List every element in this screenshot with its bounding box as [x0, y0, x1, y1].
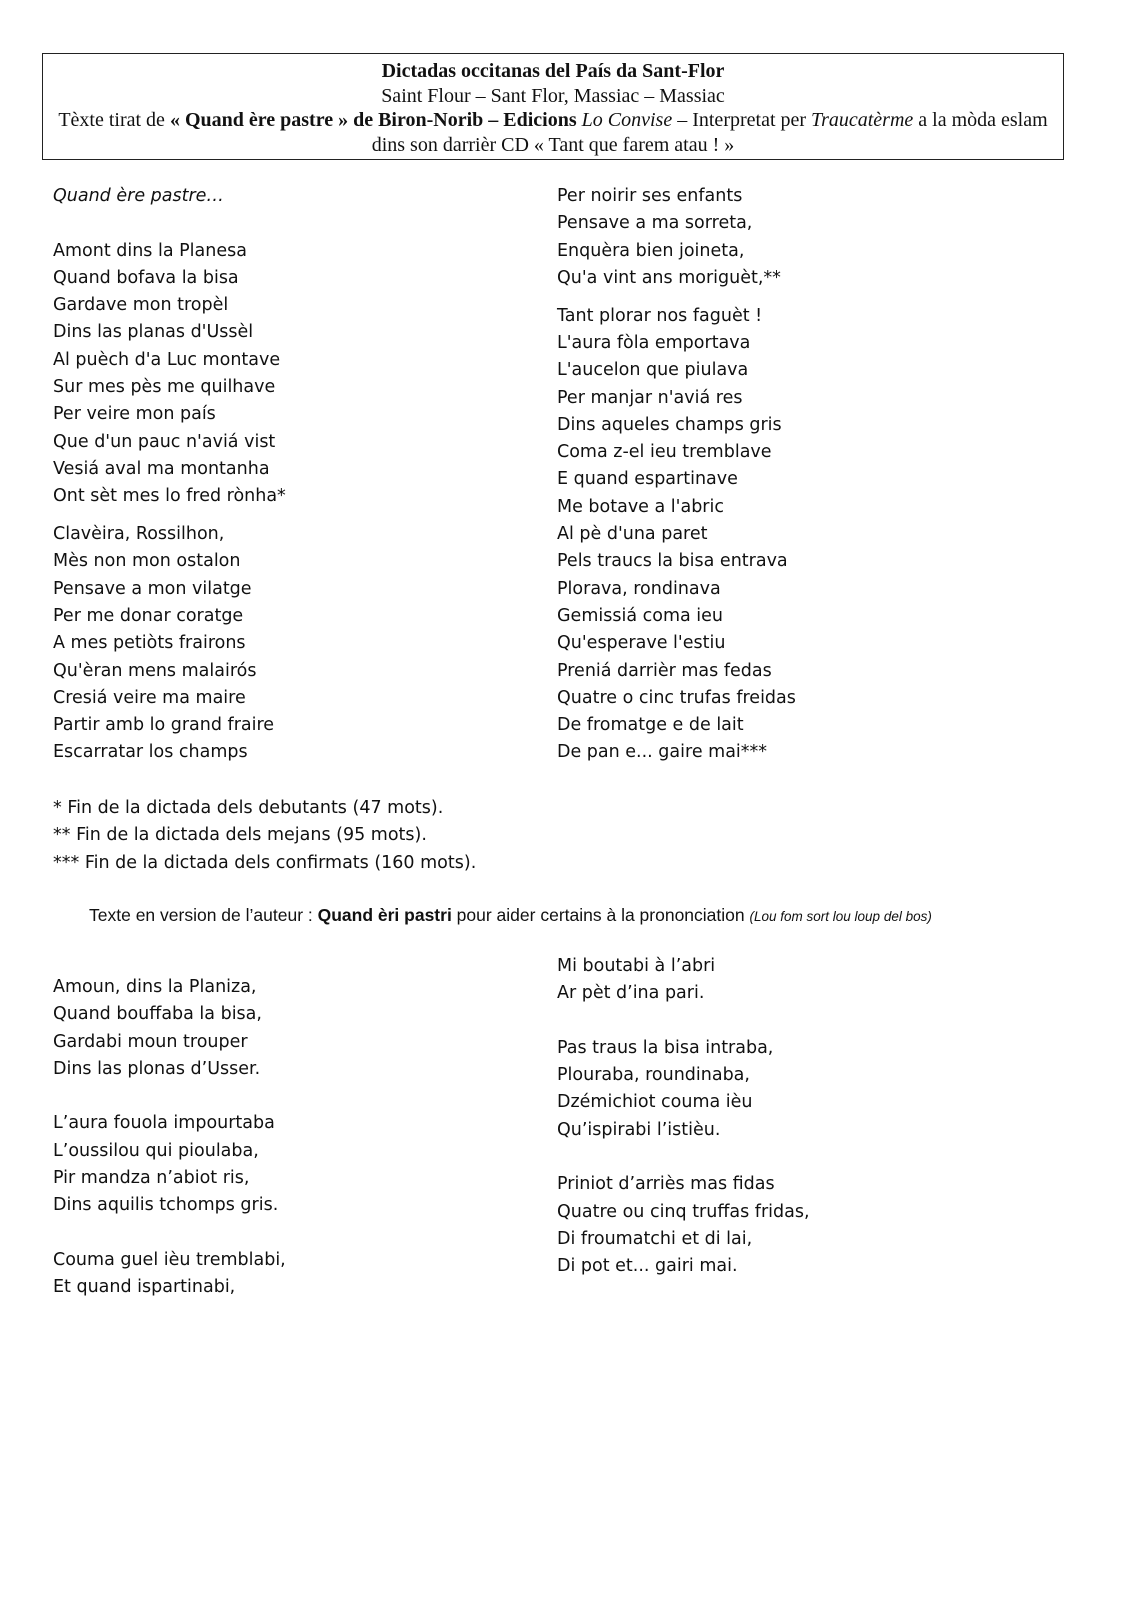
verse-line: Priniot d’arriès mas fidas	[557, 1174, 775, 1195]
blank-line	[53, 210, 286, 237]
verse-line: Al pè d'una paret	[557, 524, 708, 545]
verse-line: Gardave mon tropèl	[53, 295, 229, 316]
verse-line: Di froumatchi et di lai,	[557, 1228, 753, 1249]
verse-line: Coma z-el ieu tremblave	[557, 442, 772, 463]
verse-line: Dins aquilis tchomps gris.	[53, 1195, 279, 1216]
verse-line: Dzémichiot couma ièu	[557, 1092, 753, 1113]
author-left-column	[53, 974, 286, 1302]
verse-line: Pensave a mon vilatge	[53, 578, 252, 599]
verse-line: Couma guel ièu tremblabi,	[53, 1249, 286, 1270]
footnotes	[53, 795, 476, 877]
author-version-note: (Lou fom sort lou loup del bos)	[749, 909, 932, 924]
blank-line	[557, 1008, 810, 1035]
verse-line: Quatre ou cinq truffas fridas,	[557, 1201, 810, 1222]
verse-line: Pas traus la bisa intraba,	[557, 1037, 774, 1058]
verse-line: Mi boutabi à l’abri	[557, 956, 716, 976]
author-version-mid: pour aider certains à la prononciation	[451, 905, 750, 925]
verse-line: Di pot et... gairi mai.	[557, 1256, 738, 1277]
footnote: ** Fin de la dictada dels mejans (95 mots).	[53, 825, 427, 846]
verse-line: Al puèch d'a Luc montave	[53, 349, 281, 370]
author-left-stanza-2	[53, 1110, 286, 1219]
verse-line: Qu’ispirabi l’istièu.	[557, 1119, 721, 1140]
author-version-prefix: Texte en version de l’auteur :	[89, 905, 318, 925]
document-subtitle: Saint Flour – Sant Flor, Massiac – Massiac	[381, 84, 725, 107]
poem-title: Quand ère pastre…	[53, 186, 224, 206]
stanza-gap	[53, 511, 286, 522]
author-right-column	[557, 953, 810, 1281]
verse-line: Escarratar los champs	[53, 742, 248, 763]
author-left-stanza-3	[53, 1247, 286, 1302]
verse-line: Et quand ispartinabi,	[53, 1277, 236, 1298]
verse-line: Amont dins la Planesa	[53, 240, 247, 261]
source-prefix: Tèxte tirat de	[58, 109, 170, 131]
poem-left-column	[53, 183, 286, 767]
verse-line: Per veire mon país	[53, 404, 216, 425]
verse-line: L’oussilou qui pioulaba,	[53, 1140, 259, 1161]
verse-line: E quand espartinave	[557, 469, 738, 490]
verse-line: Preniá darrièr mas fedas	[557, 660, 772, 681]
verse-line: De pan e... gaire mai***	[557, 742, 768, 763]
blank-line	[53, 1220, 286, 1247]
source-suffix: a la mòda eslam dins son darrièr CD « Tant que farem atau ! »	[371, 109, 1048, 156]
verse-line: A mes petiòts frairons	[53, 633, 246, 654]
author-right-stanza-1	[557, 953, 810, 1008]
poem-right-stanza-2	[557, 303, 796, 767]
verse-line: Partir amb lo grand fraire	[53, 715, 275, 736]
verse-line: Dins aqueles champs gris	[557, 414, 782, 435]
verse-line: Per manjar n'aviá res	[557, 387, 743, 408]
verse-line: Per noirir ses enfants	[557, 186, 743, 206]
source-publisher: Lo Convise	[581, 109, 673, 131]
verse-line: Vesiá aval ma montanha	[53, 458, 270, 479]
verse-line: Amoun, dins la Planiza,	[53, 977, 257, 997]
verse-line: Plouraba, roundinaba,	[557, 1065, 750, 1086]
verse-line: Gardabi moun trouper	[53, 1031, 248, 1052]
source-work: « Quand ère pastre » de Biron-Norib – Edicions	[169, 109, 582, 131]
verse-line: Pir mandza n’abiot ris,	[53, 1168, 250, 1189]
verse-line: Ar pèt d’ina pari.	[557, 983, 705, 1004]
poem-left-stanza-2	[53, 521, 286, 767]
author-left-stanza-1	[53, 974, 286, 1083]
verse-line: Que d'un pauc n'aviá vist	[53, 431, 276, 452]
source-mid: – Interpretat per	[672, 109, 812, 131]
verse-line: Mès non mon ostalon	[53, 551, 241, 572]
document-title: Dictadas occitanas del País da Sant-Flor	[381, 60, 725, 82]
footnote: * Fin de la dictada dels debutants (47 mots).	[53, 798, 444, 818]
verse-line: Pels traucs la bisa entrava	[557, 551, 788, 572]
verse-line: Quatre o cinc trufas freidas	[557, 687, 796, 708]
verse-line: Ont sèt mes lo fred rònha*	[53, 486, 286, 507]
stanza-gap	[557, 292, 796, 303]
verse-line: Per me donar coratge	[53, 605, 244, 626]
verse-line: Me botave a l'abric	[557, 496, 724, 517]
blank-line	[557, 1144, 810, 1171]
verse-line: Qu'èran mens malairós	[53, 660, 257, 681]
poem-right-column	[557, 183, 796, 767]
header-box	[42, 53, 1064, 160]
verse-line: De fromatge e de lait	[557, 715, 744, 736]
verse-line: Plorava, rondinava	[557, 578, 721, 599]
verse-line: Quand bouffaba la bisa,	[53, 1004, 262, 1025]
author-right-stanza-2	[557, 1035, 810, 1144]
verse-line: Quand bofava la bisa	[53, 267, 239, 288]
verse-line: Cresiá veire ma maire	[53, 687, 246, 708]
verse-line: Sur mes pès me quilhave	[53, 377, 276, 398]
poem-left-stanza-1	[53, 238, 286, 511]
verse-line: Qu'a vint ans moriguèt,**	[557, 267, 781, 288]
author-version-heading	[89, 905, 932, 926]
verse-line: Clavèira, Rossilhon,	[53, 524, 225, 545]
verse-line: L'aura fòla emportava	[557, 332, 751, 353]
verse-line: L’aura fouola impourtaba	[53, 1113, 275, 1134]
verse-line: Dins las plonas d’Usser.	[53, 1058, 261, 1079]
source-performer: Traucatèrme	[811, 109, 914, 131]
verse-line: Qu'esperave l'estiu	[557, 633, 726, 654]
verse-line: L'aucelon que piulava	[557, 360, 749, 381]
verse-line: Enquèra bien joineta,	[557, 240, 745, 261]
blank-line	[53, 1083, 286, 1110]
author-version-title: Quand èri pastri	[317, 905, 452, 925]
poem-right-stanza-1	[557, 183, 796, 292]
verse-line: Pensave a ma sorreta,	[557, 213, 753, 234]
verse-line: Gemissiá coma ieu	[557, 605, 724, 626]
source-line	[43, 108, 1063, 157]
author-right-stanza-3	[557, 1171, 810, 1280]
footnote: *** Fin de la dictada dels confirmats (160 mots).	[53, 852, 477, 873]
verse-line: Tant plorar nos faguèt !	[557, 305, 763, 326]
verse-line: Dins las planas d'Ussèl	[53, 322, 254, 343]
